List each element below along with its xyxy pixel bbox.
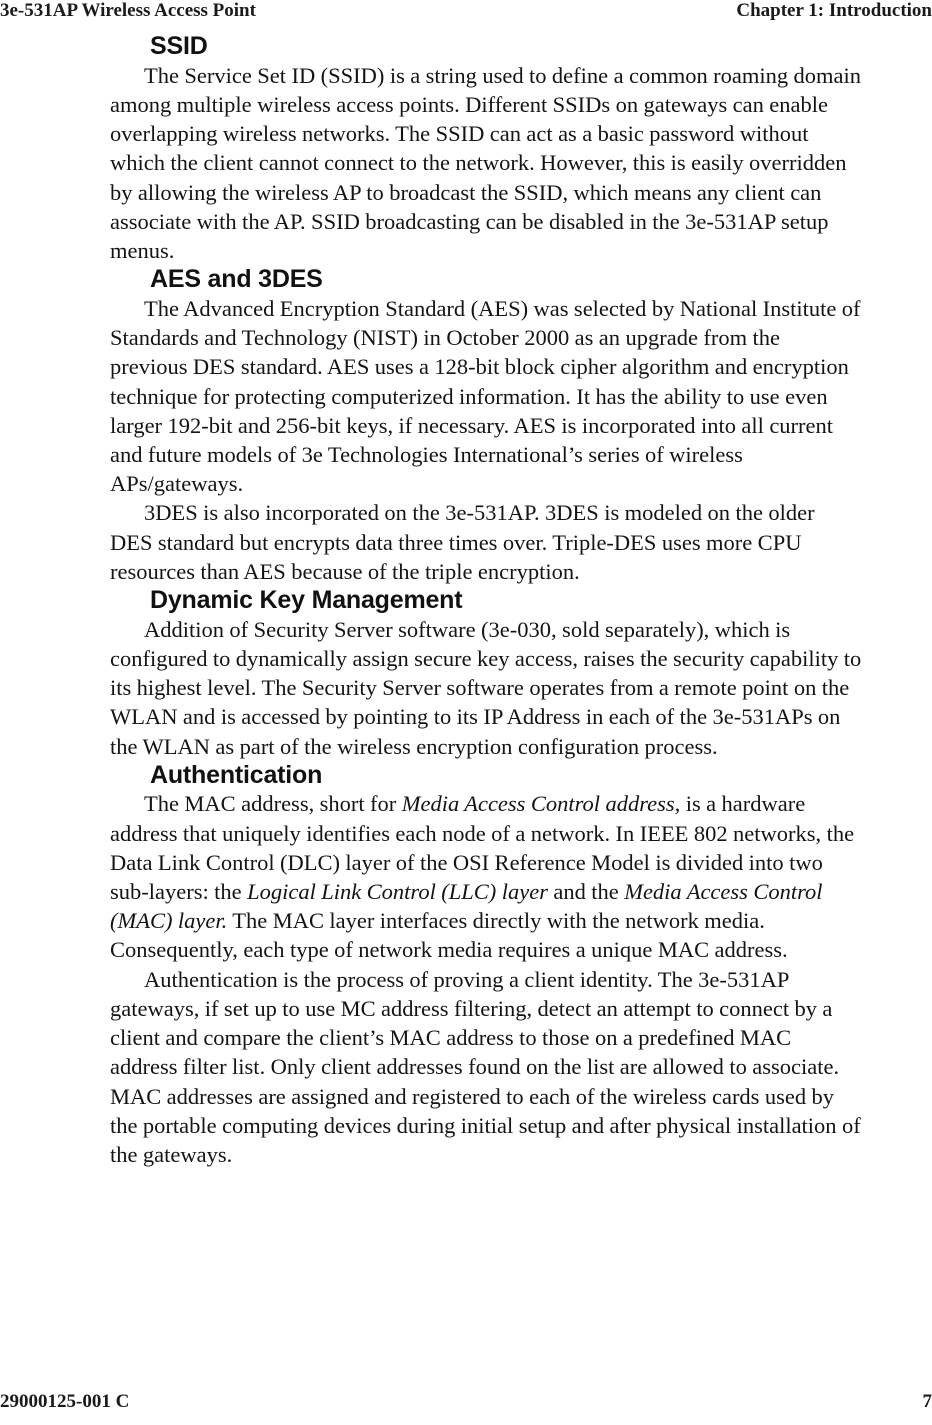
paragraph: The Service Set ID (SSID) is a string used to define a common roaming domain among multiple wireless access points. Different SSIDs on gateways can enable overlapping wireless networks. The SSID can act as a basic password without which the client cannot connect to the network. However, this is easily overridden by allowing the wireless AP to broadcast the SSID, which means any client can associate with the AP. SSID broadcasting can be disabled in the 3e-531AP setup menus. (110, 62, 862, 263)
section-heading-ssid: SSID (150, 32, 208, 60)
running-head-right: Chapter 1: Introduction (736, 0, 932, 21)
running-head-left: 3e-531AP Wireless Access Point (0, 0, 256, 21)
paragraph: 3DES is also incorporated on the 3e-531AP. 3DES is modeled on the older DES standard but encrypts data three times over. Triple-DES uses more CPU resources than AES because of the triple encryption. (110, 500, 815, 584)
section-heading-dynamic-key-management: Dynamic Key Management (150, 585, 463, 614)
paragraph: Authentication is the process of proving a client identity. The 3e-531AP gateways, if set up to use MC address filtering, detect an attempt to connect by a client and compare the client’s MAC address to those on a predefined MAC address filter list. Only client addresses found on the list are allowed to associate. MAC addresses are assigned and registered to each of the wireless cards used by the portable computing devices during initial setup and after physical installation of the gateways. (110, 966, 861, 1167)
paragraph: Addition of Security Server software (3e-030, sold separately), which is configured to dynamically assign secure key access, raises the security capability to its highest level. The Security Server software operates from a remote point on the WLAN and is accessed by pointing to its IP Address in each of the 3e-531APs on the WLAN as part of the wireless encryption configuration process. (110, 616, 862, 759)
page-footer (0, 1387, 932, 1413)
document-number: 29000125-001 C (0, 1391, 130, 1412)
page-content (110, 32, 862, 1169)
running-head (0, 0, 932, 30)
page-number: 7 (922, 1391, 932, 1412)
section-heading-aes-and-3des: AES and 3DES (150, 265, 323, 294)
paragraph: The Advanced Encryption Standard (AES) was selected by National Institute of Standards and Technology (NIST) in October 2000 as an upgrade from the previous DES standard. AES uses a 128-bit block cipher algorithm and encryption technique for protecting computerized information. It has the ability to use even larger 192-bit and 256-bit keys, if necessary. AES is incorporated into all current and future models of 3e Technologies International’s series of wireless APs/gateways. (110, 295, 861, 497)
paragraph: The MAC address, short for Media Access Control address, is a hardware address that uniquely identifies each node of a network. In IEEE 802 networks, the Data Link Control (DLC) layer of the OSI Reference Model is divided into two sub-layers: the Logical Link Control (LLC) layer and the Media Access Control (MAC) layer. The MAC layer interfaces directly with the network media. Consequently, each type of network media requires a unique MAC address. (110, 791, 855, 963)
section-heading-authentication: Authentication (150, 760, 323, 789)
